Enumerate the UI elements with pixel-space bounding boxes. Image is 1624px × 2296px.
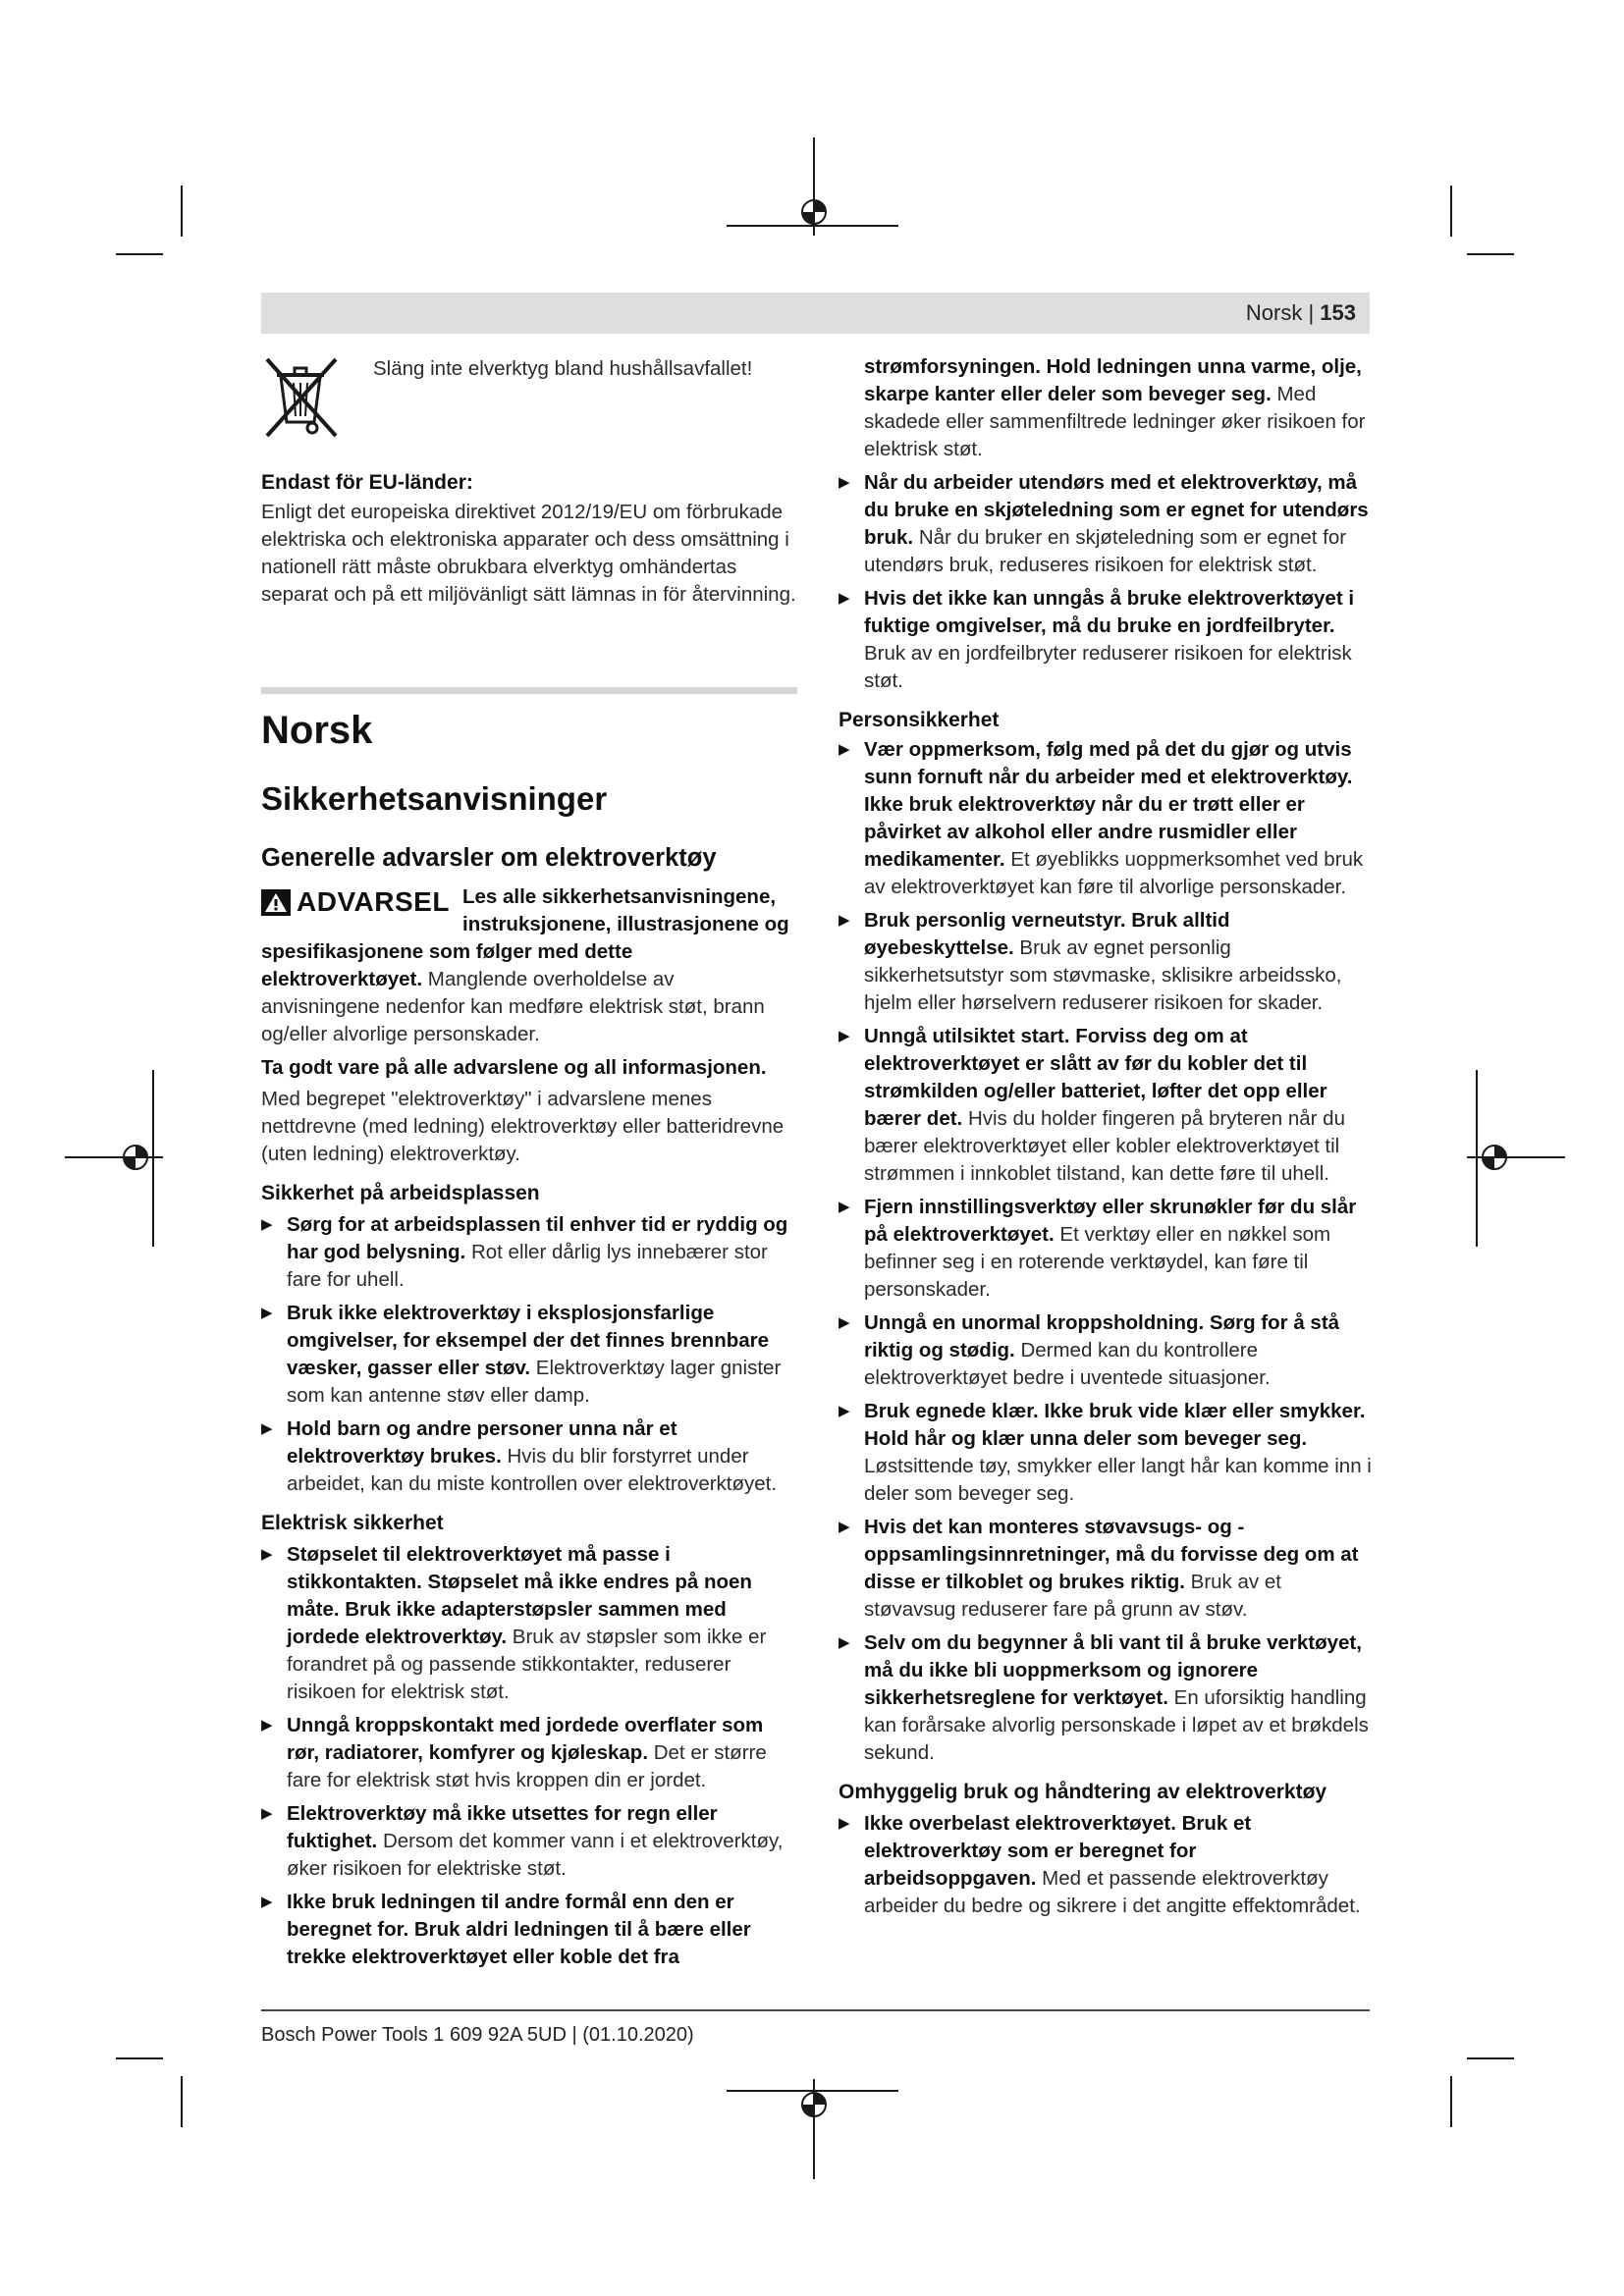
list-item: ▶ Hvis det ikke kan unngås å bruke elektroverktøyet i fuktige omgivelser, må du bruke en jordfeilbryter. Bruk av en jordfeilbryter reduserer risikoen for elektrisk støt.: [839, 585, 1374, 695]
list-item: ▶ Bruk personlig verneutstyr. Bruk alltid øyebeskyttelse. Bruk av egnet personlig sikkerhetsutstyr som støvmaske, sklisikre arbeidssko, hjelm eller hørselvern reduserer risikoen for skader.: [839, 907, 1374, 1017]
definition-text: Med begrepet "elektroverktøy" i advarslene menes nettdrevne (med ledning) elektroverktøy eller batteridrevne (uten ledning) elektroverktøy.: [261, 1088, 785, 1165]
list-item: ▶ Bruk ikke elektroverktøy i eksplosjonsfarlige omgivelser, for eksempel der det finnes brennbare væsker, gasser eller støv. Elektroverktøy lager gnister som kan antenne støv eller damp.: [261, 1300, 797, 1410]
handling-title: Omhyggelig bruk og håndtering av elektroverktøy: [839, 1781, 1327, 1803]
personal-safety-title: Personsikkerhet: [839, 709, 1000, 731]
keep-warnings: Ta godt vare på alle advarslene og all informasjonen.: [261, 1056, 767, 1079]
list-item: ▶ Unngå kroppskontakt med jordede overflater som rør, radiatorer, komfyrer og kjøleskap. Det er større fare for elektrisk støt hvis kroppen din er jordet.: [261, 1712, 797, 1794]
header-section: Norsk: [1245, 300, 1303, 325]
electrical-title: Elektrisk sikkerhet: [261, 1512, 444, 1534]
language-title: Norsk: [261, 709, 373, 752]
list-item: ▶ Støpselet til elektroverktøyet må passe i stikkontakten. Støpselet må ikke endres på noen måte. Bruk ikke adapterstøpsler sammen med jordede elektroverktøy. Bruk av støpsler som ikke er forandret på og passende stikkontakter, reduserer risikoen for elektrisk støt.: [261, 1541, 797, 1706]
eu-text: Enligt det europeiska direktivet 2012/19/EU om förbrukade elektriska och elektroniska apparater och dess omsättning i nationell rätt måste obrukbara elverktyg omhändertas separat och på ett miljövänligt sätt lämnas in för återvinning.: [261, 501, 796, 606]
crop-mark: [1450, 186, 1452, 237]
list-item: ▶ Bruk egnede klær. Ikke bruk vide klær eller smykker. Hold hår og klær unna deler som beveger seg. Løstsittende tøy, smykker eller langt hår kan komme inn i deler som beveger seg.: [839, 1398, 1374, 1508]
page-header: [261, 293, 1370, 334]
header-title: Norsk | 153: [1245, 300, 1356, 325]
registration-mark-right: [1467, 1070, 1565, 1247]
crop-mark: [1467, 253, 1514, 255]
list-item: ▶ Hold barn og andre personer unna når et elektroverktøy brukes. Hvis du blir forstyrret under arbeidet, kan du miste kontrollen over elektroverktøyet.: [261, 1415, 797, 1498]
weee-text: Släng inte elverktyg bland hushållsavfallet!: [373, 357, 753, 380]
section-divider: [261, 687, 797, 694]
continued-item: strømforsyningen. Hold ledningen unna varme, olje, skarpe kanter eller deler som beveger seg. Med skadede eller sammenfiltrede ledninger øker risikoen for elektrisk støt.: [864, 355, 1366, 460]
warning-label: [261, 885, 462, 919]
warning-triangle-icon: [261, 889, 291, 916]
registration-mark-bottom: [727, 2079, 903, 2179]
registration-mark-top: [727, 137, 903, 236]
electrical-list-continued: [839, 469, 1374, 695]
personal-safety-list: [839, 736, 1374, 1767]
crop-mark: [181, 2076, 183, 2127]
page-footer: Bosch Power Tools 1 609 92A 5UD | (01.10.2020): [261, 2024, 694, 2046]
crop-mark: [1467, 2057, 1514, 2059]
left-column: [261, 353, 797, 1971]
page-number: 153: [1320, 300, 1356, 325]
work-area-title: Sikkerhet på arbeidsplassen: [261, 1182, 540, 1204]
list-item: ▶ Sørg for at arbeidsplassen til enhver tid er ryddig og har god belysning. Rot eller dårlig lys innebærer stor fare for uhell.: [261, 1211, 797, 1294]
list-item: ▶ Ikke overbelast elektroverktøyet. Bruk et elektroverktøy som er beregnet for arbeidsoppgaven. Med et passende elektroverktøy arbeider du bedre og sikrere i det angitte effektområdet.: [839, 1810, 1374, 1920]
weee-notice: [261, 353, 797, 444]
warning-text: Manglende overholdelse av anvisningene nedenfor kan medføre elektrisk støt, brann og/eller alvorlige personskader.: [261, 968, 765, 1045]
crop-mark: [1450, 2076, 1452, 2127]
footer-rule: [261, 2009, 1370, 2011]
safety-title: Sikkerhetsanvisninger: [261, 780, 608, 817]
list-item: ▶ Unngå utilsiktet start. Forviss deg om at elektroverktøyet er slått av før du kobler det til strømkilden og/eller batteriet, løfter det opp eller bærer det. Hvis du holder fingeren på bryteren når du bærer elektroverktøyet eller kobler elektroverktøyet til strømmen i innkoblet tilstand, kan dette føre til uhell.: [839, 1023, 1374, 1188]
list-item: ▶ Hvis det kan monteres støvavsugs- og -oppsamlingsinnretninger, må du forvisse deg om at disse er tilkoblet og brukes riktig. Bruk av et støvavsug reduserer fare på grunn av støv.: [839, 1514, 1374, 1624]
list-item: ▶ Unngå en unormal kroppsholdning. Sørg for å stå riktig og stødig. Dermed kan du kontrollere elektroverktøyet bedre i uventede situasjoner.: [839, 1309, 1374, 1392]
work-area-list: [261, 1211, 797, 1498]
warning-label-text: ADVARSEL: [297, 886, 450, 917]
crossed-bin-icon: [261, 353, 344, 440]
crop-mark: [116, 2057, 163, 2059]
list-item: ▶ Elektroverktøy må ikke utsettes for regn eller fuktighet. Dersom det kommer vann i et elektroverktøy, øker risikoen for elektriske støt.: [261, 1800, 797, 1883]
list-item: ▶ Når du arbeider utendørs med et elektroverktøy, må du bruke en skjøteledning som er egnet for utendørs bruk. Når du bruker en skjøteledning som er egnet for utendørs bruk, reduseres risikoen for elektrisk støt.: [839, 469, 1374, 579]
list-item: ▶ Fjern innstillingsverktøy eller skrunøkler før du slår på elektroverktøyet. Et verktøy eller en nøkkel som befinner seg i en roterende verktøydel, kan føre til personskader.: [839, 1194, 1374, 1304]
electrical-list: [261, 1541, 797, 1971]
registration-mark-left: [65, 1070, 163, 1247]
list-item: ▶ Ikke bruk ledningen til andre formål enn den er beregnet for. Bruk aldri ledningen til å bære eller trekke elektroverktøyet eller koble det fra: [261, 1889, 797, 1971]
crop-mark: [116, 253, 163, 255]
handling-list: [839, 1810, 1374, 1920]
list-item: ▶ Vær oppmerksom, følg med på det du gjør og utvis sunn fornuft når du arbeider med et elektroverktøy. Ikke bruk elektroverktøy når du er trøtt eller er påvirket av alkohol eller andre rusmidler eller medikamenter. Et øyeblikks uoppmerksomhet ved bruk av elektroverktøyet kan føre til alvorlige personskader.: [839, 736, 1374, 901]
list-item: ▶ Selv om du begynner å bli vant til å bruke verktøyet, må du ikke bli uoppmerksom og ignorere sikkerhetsreglene for verktøyet. En uforsiktig handling kan forårsake alvorlig personskade i løpet av et brøkdels sekund.: [839, 1629, 1374, 1767]
eu-title: Endast för EU-länder:: [261, 471, 473, 494]
warning-block: [261, 883, 797, 1048]
warning-bold: Les alle sikkerhetsanvisningene, instruksjonene, illustrasjonene og spesifikasjonene som følger med dette elektroverktøyet.: [261, 885, 789, 990]
general-warnings-title: Generelle advarsler om elektroverktøy: [261, 844, 717, 872]
crop-mark: [181, 186, 183, 237]
right-column: [839, 353, 1374, 1920]
